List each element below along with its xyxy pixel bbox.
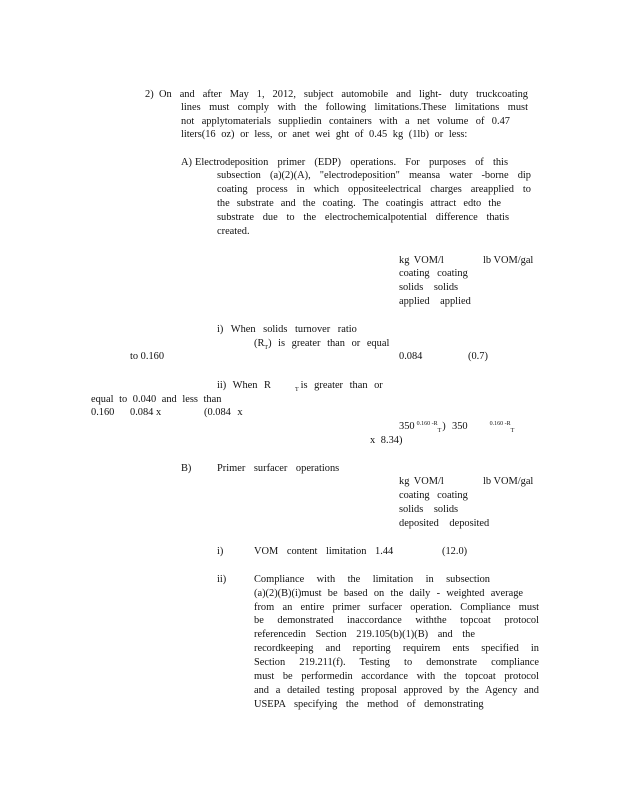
item-a-line: subsection (a)(2)(A), "electrodeposition" meansa water -borne dip: [217, 170, 531, 181]
sub-ii-line: x 8.34): [370, 435, 403, 446]
sub-b-ii-line: referencedin Section 219.105(b)(1)(B) and the: [254, 629, 475, 640]
sub-i-line: to 0.160: [130, 351, 165, 362]
sub-ii-value: (0.084 x: [204, 407, 243, 418]
table-a-header-line: solids solids: [399, 282, 459, 293]
sub-b-ii-marker: ii): [217, 574, 227, 585]
sub-ii-line: ii) When R $_T$ is greater than or: [217, 380, 383, 394]
sub-i-kg-value: 0.084: [399, 351, 423, 362]
sub-b-ii-line: USEPA specifying the method of demonstrating: [254, 699, 484, 710]
sub-b-ii-line: and a detailed testing proposal approved by the Agency and: [254, 685, 539, 696]
item-2-line: liters(16 oz) or less, or anet wei ght of 0.45 kg (1lb) or less:: [181, 129, 468, 140]
sub-ii-value: 0.084 x: [130, 407, 162, 418]
table-b-kg-unit: kg VOM/l: [399, 476, 444, 487]
table-a-header-line: coating coating: [399, 268, 468, 279]
sub-b-ii-line: (a)(2)(B)(i)must be based on the daily - weighted average: [254, 588, 523, 599]
sub-ii-lb-formula: 350 $^{0.160 -R}_T$: [452, 420, 515, 435]
sub-b-ii-line: must be performedin accordance with the topcoat protocol: [254, 671, 539, 682]
item-a-line: substrate due to the electrochemicalpotential difference thatis: [217, 212, 509, 223]
table-b-header-line: solids solids: [399, 504, 459, 515]
sub-i-lb-value: (0.7): [468, 351, 488, 362]
sub-b-ii-line: recordkeeping and reporting requirem ents specified in: [254, 643, 539, 654]
item-a-line: coating process in which oppositeelectrical charges areapplied to: [217, 184, 531, 195]
sub-ii-kg-formula: 350 $^{0.160 -R}_T$): [399, 420, 446, 435]
sub-b-ii-line: Compliance with the limitation in subsection: [254, 574, 490, 585]
table-b-header-line: coating coating: [399, 490, 468, 501]
sub-b-i-lb-value: (12.0): [442, 546, 468, 557]
item-2-line: lines must comply with the following limitations.These limitations must: [181, 102, 528, 113]
sub-b-ii-line: Section 219.211(f). Testing to demonstrate compliance: [254, 657, 539, 668]
item-2-marker: 2): [145, 89, 154, 100]
item-2-line: not applytomaterials suppliedin containers with a net volume of 0.47: [181, 116, 510, 127]
table-a-header-line: applied applied: [399, 296, 471, 307]
sub-i-line: i) When solids turnover ratio: [217, 324, 357, 335]
sub-ii-line: equal to 0.040 and less than: [91, 394, 222, 405]
table-b-lb-unit: lb VOM/gal: [483, 476, 534, 487]
item-b-title: Primer surfacer operations: [217, 463, 340, 474]
table-a-kg-unit: kg VOM/l: [399, 255, 444, 266]
sub-b-ii-line: be demonstrated inaccordance withthe topcoat protocol: [254, 615, 539, 626]
sub-b-i-text: VOM content limitation 1.44: [254, 546, 394, 557]
item-a-line: Electrodeposition primer (EDP) operations. For purposes of this: [195, 157, 508, 168]
item-b-marker: B): [181, 463, 192, 474]
sub-b-ii-line: from an entire primer surfacer operation. Compliance must: [254, 602, 539, 613]
item-a-line: created.: [217, 226, 250, 237]
sub-ii-value: 0.160: [91, 407, 115, 418]
item-a-line: the substrate and the coating. The coatingis attract edto the: [217, 198, 501, 209]
table-a-lb-unit: lb VOM/gal: [483, 255, 534, 266]
item-2-line: On and after May 1, 2012, subject automobile and light- duty truckcoating: [159, 89, 528, 100]
item-a-marker: A): [181, 157, 192, 168]
table-b-header-line: deposited deposited: [399, 518, 490, 529]
sub-b-i-marker: i): [217, 546, 224, 557]
sub-i-line: $(R_T)$ is greater than or equal: [254, 338, 390, 352]
